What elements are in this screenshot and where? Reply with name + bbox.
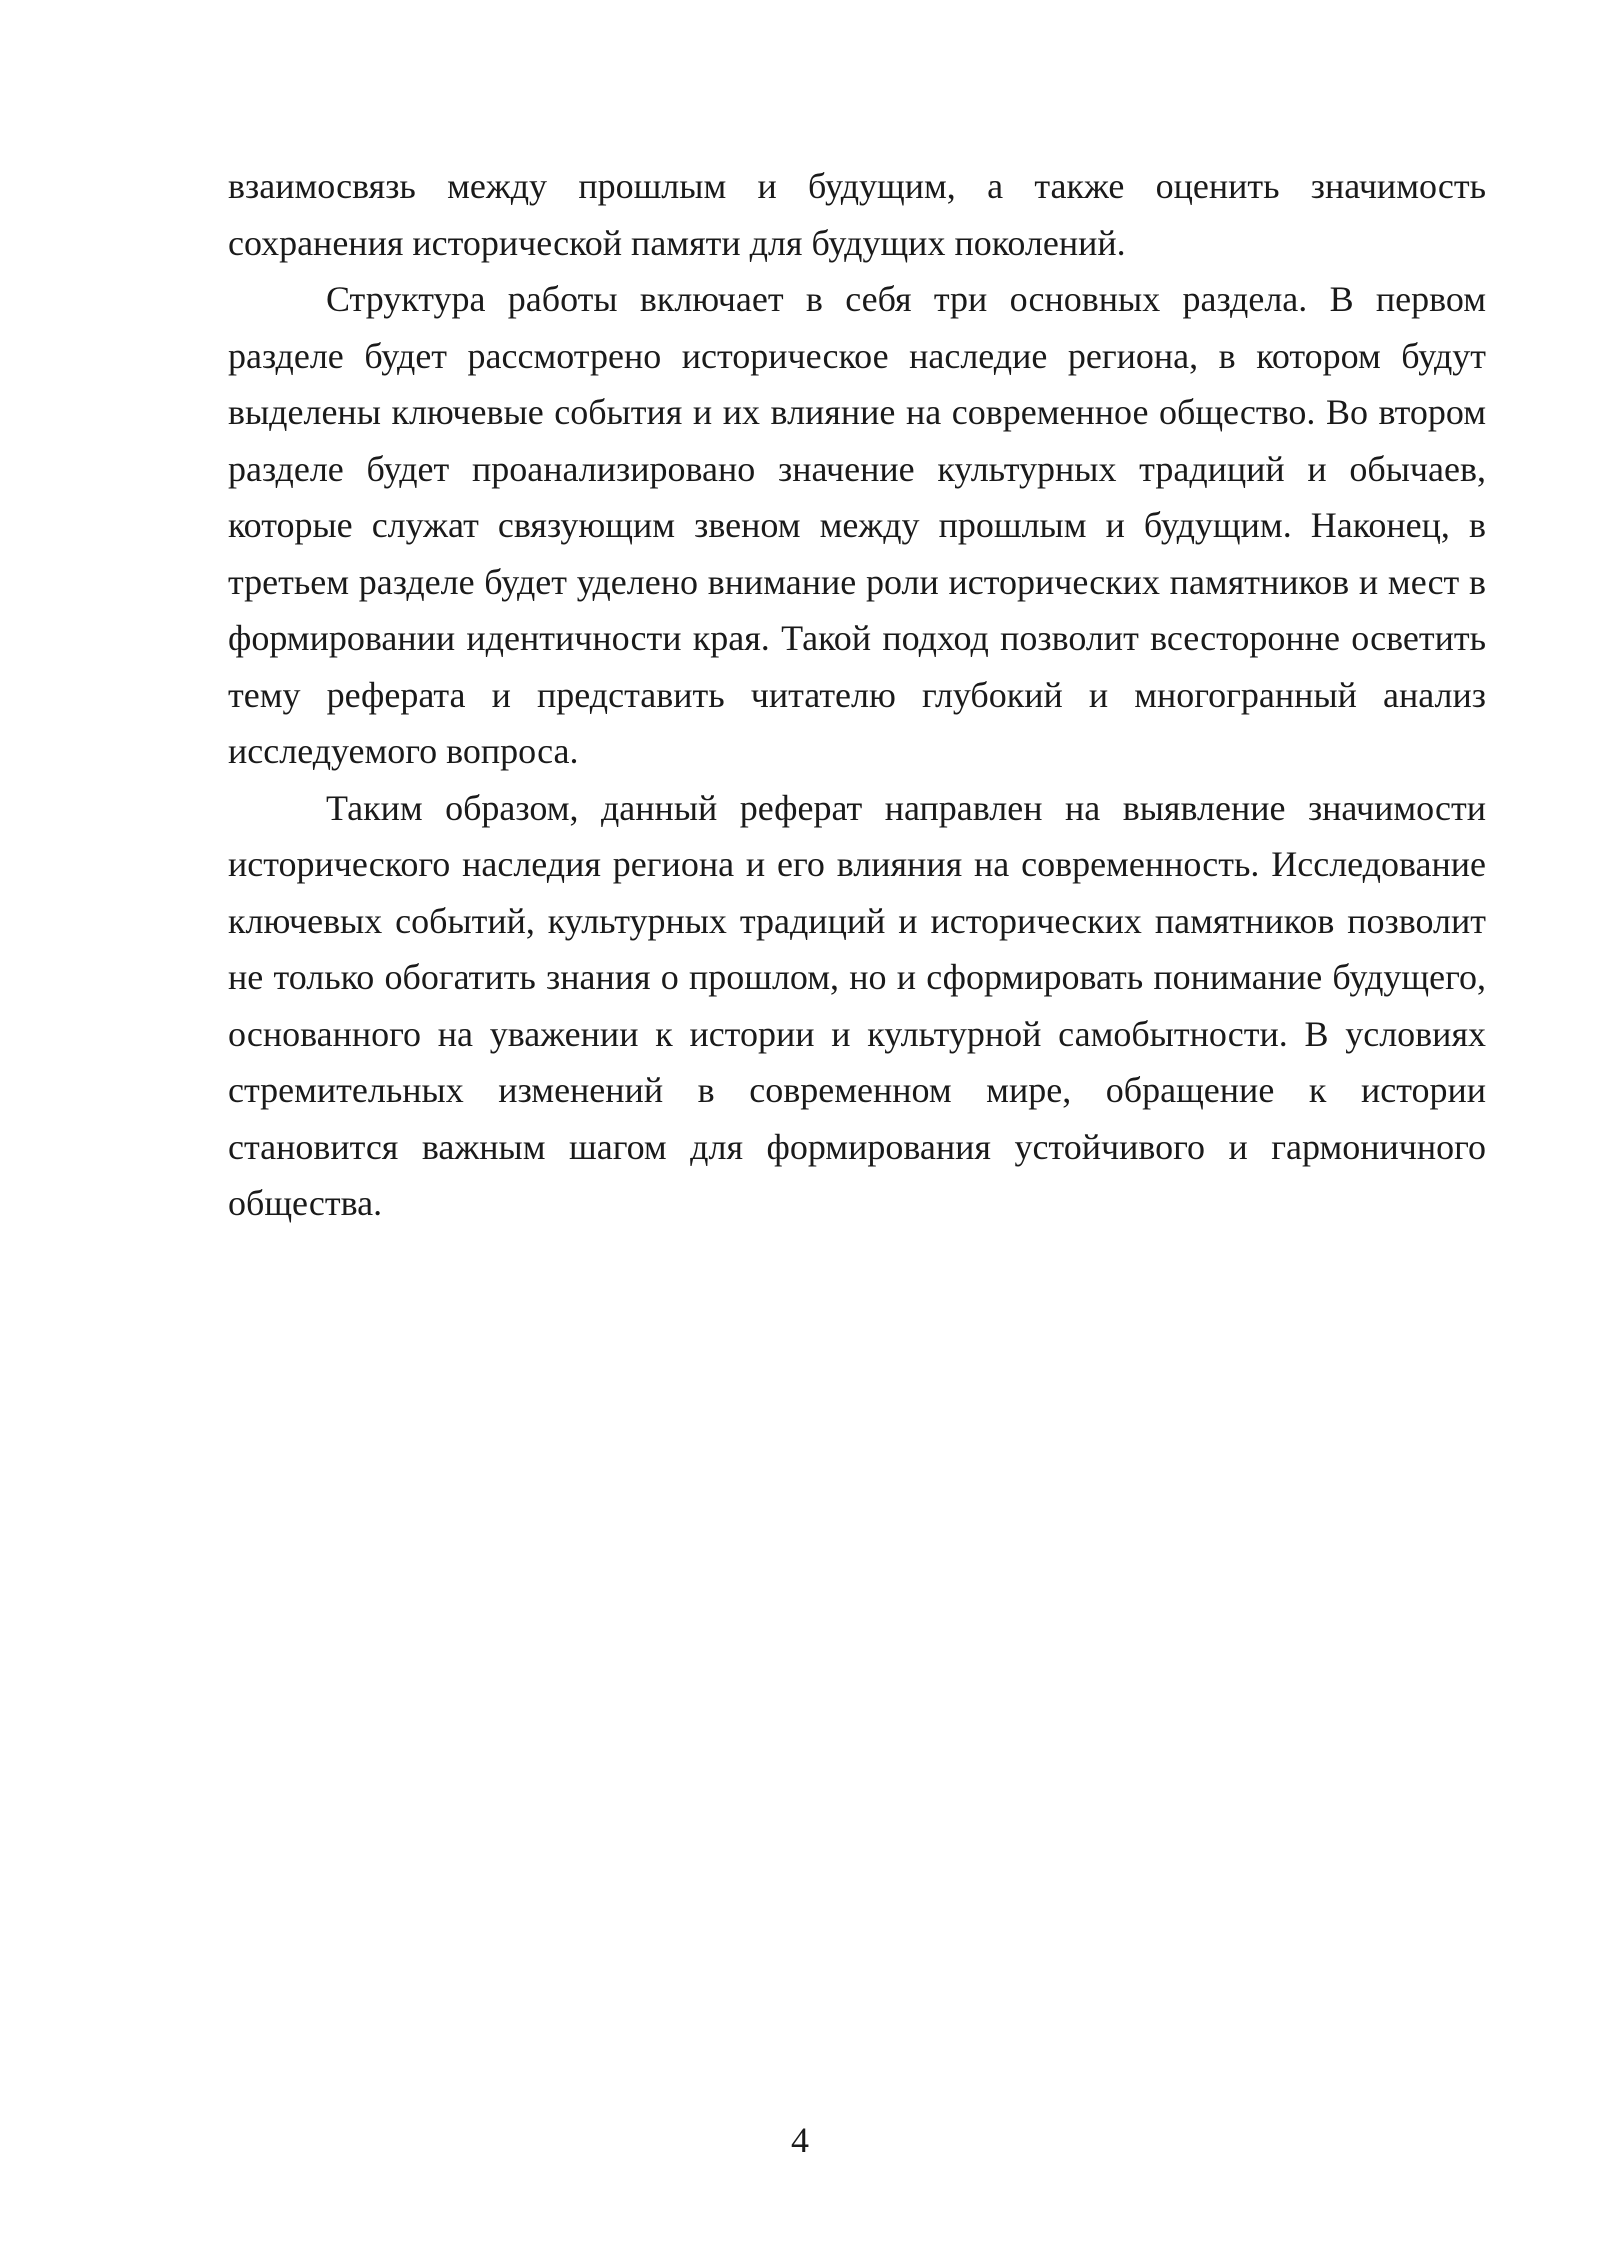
paragraph-conclusion: Таким образом, данный реферат направлен на выявление значимости исторического наследия региона и его влияния на современность. Исследование ключевых событий, культурных традиций и исторических памятников позволит не только обогатить знания о прошлом, но и сформировать понимание будущего, основанного на уважении к истории и культурной самобытности. В условиях стремительных изменений в современном мире, обращение к истории становится важным шагом для формирования устойчивого и гармоничного общества. [228,787,1486,1223]
page-number: 4 [791,2120,809,2160]
paragraph-structure: Структура работы включает в себя три основных раздела. В первом разделе будет рассмотрено историческое наследие региона, в котором будут выделены ключевые события и их влияние на современное общество. Во втором разделе будет проанализировано значение культурных традиций и обычаев, которые служат связующим звеном между прошлым и будущим. Наконец, в третьем разделе будет уделено внимание роли исторических памятников и мест в формировании идентичности края. Такой подход позволит всесторонне осветить тему реферата и представить читателю глубокий и многогранный анализ исследуемого вопроса. [228,279,1486,771]
paragraph-continuation: взаимосвязь между прошлым и будущим, а также оценить значимость сохранения исторической памяти для будущих поколений. [228,166,1486,263]
document-body [228,158,1486,1232]
